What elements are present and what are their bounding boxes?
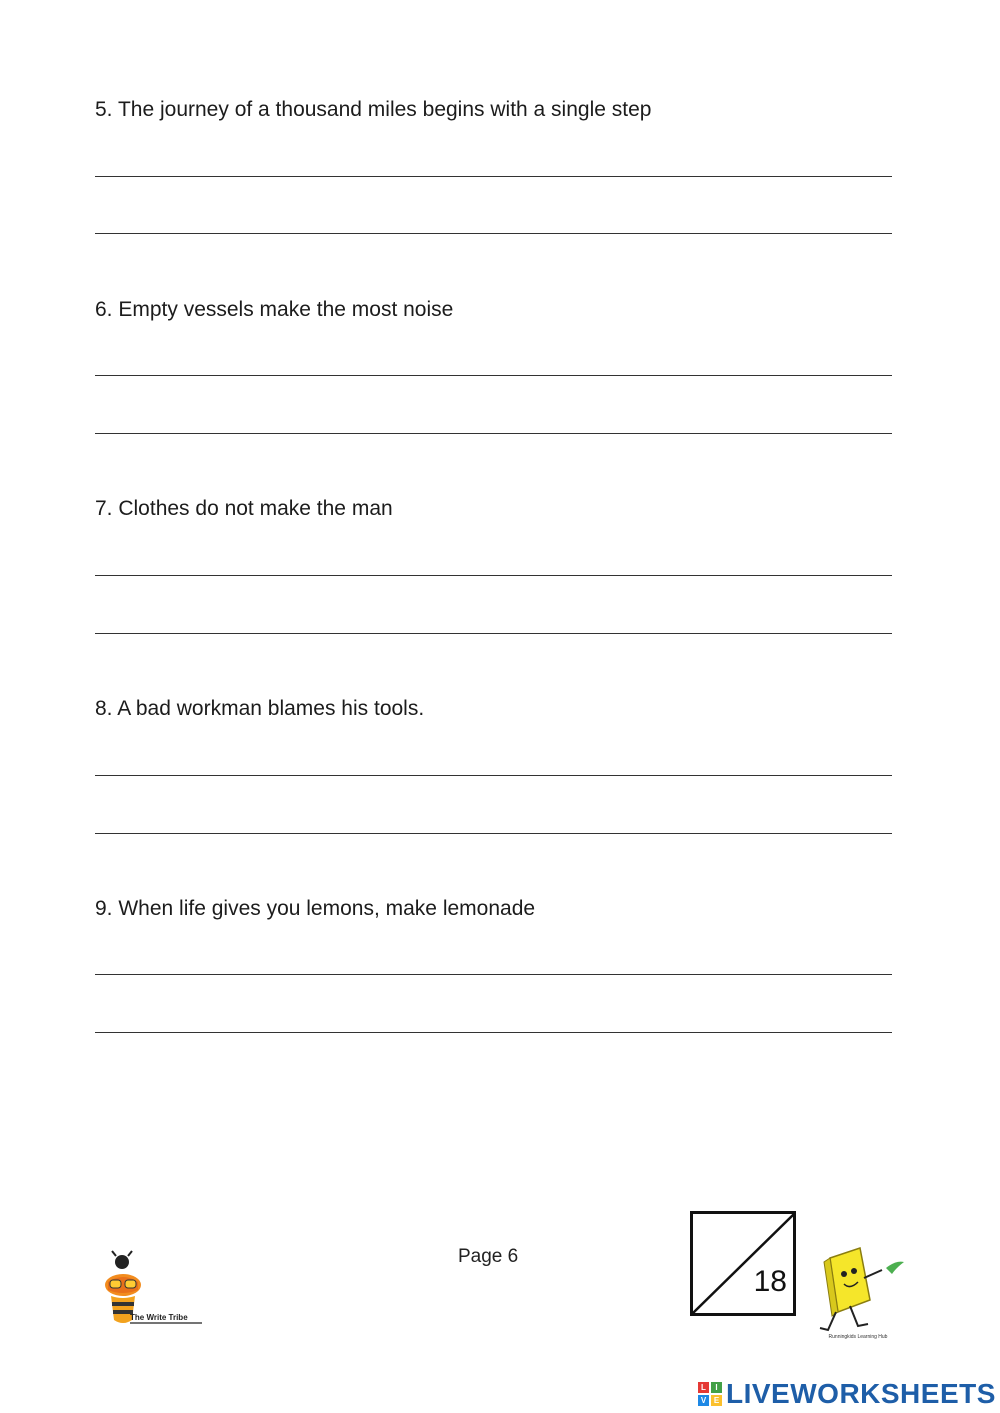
learning-hub-logo [808,1240,908,1345]
question-8: 8. A bad workman blames his tools. [95,697,425,720]
liveworksheets-text: LIVEWORKSHEETS [726,1378,996,1409]
score-box [690,1211,796,1316]
question-7: 7. Clothes do not make the man [95,497,393,520]
question-5: 5. The journey of a thousand miles begins with a single step [95,98,652,121]
answer-line[interactable] [95,575,892,576]
page-number: Page 6 [458,1246,519,1267]
answer-line[interactable] [95,176,892,177]
svg-text:Runningkids Learning Hub: Runningkids Learning Hub [828,1334,888,1340]
score-total: 18 [753,1265,787,1298]
logo-letter: L [698,1382,709,1393]
question-6: 6. Empty vessels make the most noise [95,298,454,321]
answer-line[interactable] [95,233,892,234]
bee-icon [98,1250,208,1330]
answer-line[interactable] [95,633,892,634]
answer-line[interactable] [95,833,892,834]
running-book-icon [808,1240,908,1345]
answer-line[interactable] [95,775,892,776]
answer-line[interactable] [95,433,892,434]
answer-line[interactable] [95,1032,892,1033]
answer-line[interactable] [95,974,892,975]
logo-letter: I [711,1382,722,1393]
liveworksheets-icon [698,1382,722,1406]
svg-text:The Write Tribe: The Write Tribe [130,1313,188,1322]
liveworksheets-logo [698,1376,996,1412]
answer-line[interactable] [95,375,892,376]
logo-letter: E [711,1395,722,1406]
write-tribe-logo [98,1250,208,1330]
logo-letter: V [698,1395,709,1406]
question-9: 9. When life gives you lemons, make lemonade [95,897,536,920]
